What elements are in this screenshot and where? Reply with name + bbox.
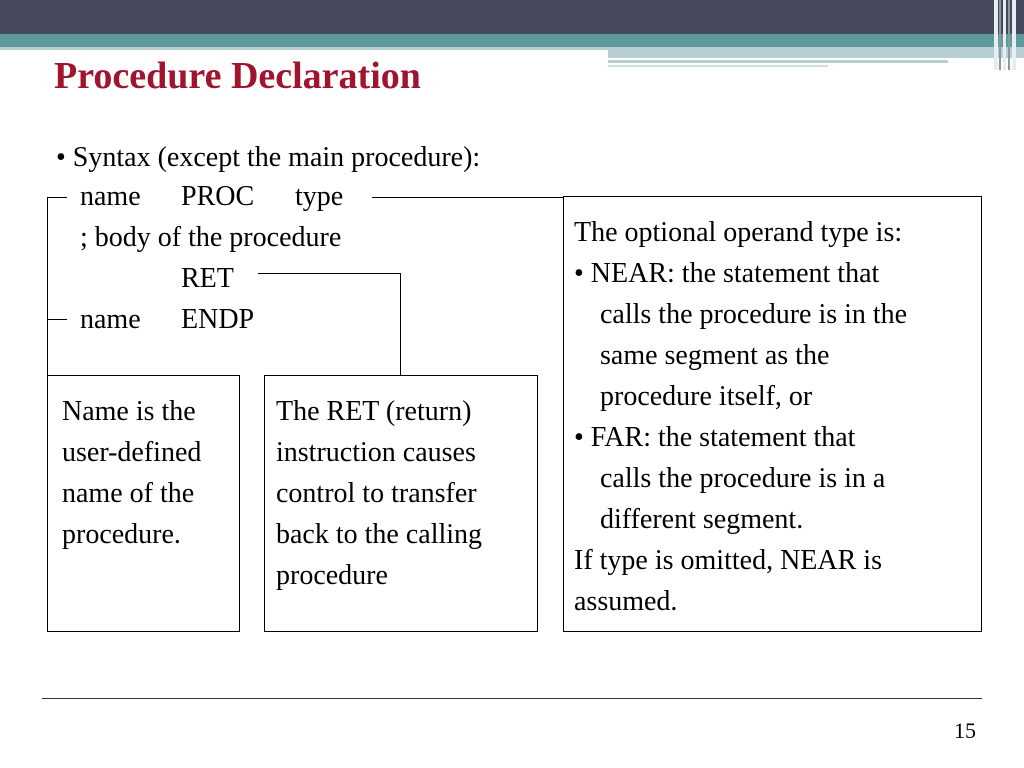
syntax-bullet: • Syntax (except the main procedure): xyxy=(56,142,481,173)
connector-line xyxy=(372,197,564,198)
header-bar-light xyxy=(608,60,948,63)
name-box-line: name of the xyxy=(62,478,195,509)
header-bar-light xyxy=(608,65,828,67)
type-box-near: procedure itself, or xyxy=(600,381,813,412)
code-body-comment: ; body of the procedure xyxy=(80,222,342,253)
connector-line xyxy=(47,197,67,198)
ret-box-line: The RET (return) xyxy=(276,396,472,427)
ret-box-line: instruction causes xyxy=(276,437,476,468)
ret-box-line: procedure xyxy=(276,560,388,591)
type-box-far: different segment. xyxy=(600,504,804,535)
type-box-default: If type is omitted, NEAR is xyxy=(574,545,882,576)
header-stripe xyxy=(1008,0,1010,70)
header-stripe xyxy=(994,0,998,70)
name-explanation-box xyxy=(47,375,240,632)
code-name: name xyxy=(80,181,141,212)
header-bar-light xyxy=(0,47,608,50)
type-box-near: calls the procedure is in the xyxy=(600,299,908,330)
name-box-line: procedure. xyxy=(62,519,181,550)
footer-divider xyxy=(42,698,982,699)
type-box-default: assumed. xyxy=(574,586,678,617)
header-stripe xyxy=(999,0,1001,70)
slide-title: Procedure Declaration xyxy=(54,55,421,97)
code-name-end: name xyxy=(80,304,141,335)
ret-explanation-box xyxy=(264,375,538,632)
ret-box-line: back to the calling xyxy=(276,519,483,550)
type-box-line: The optional operand type is: xyxy=(574,217,903,248)
header-bar-light xyxy=(608,47,1024,58)
type-box-near: same segment as the xyxy=(600,340,830,371)
header-bar-teal xyxy=(0,34,1024,47)
type-box-far: calls the procedure is in a xyxy=(600,463,886,494)
type-box-near: • NEAR: the statement that xyxy=(574,258,880,289)
connector-line xyxy=(400,273,401,375)
code-proc: PROC xyxy=(181,181,255,212)
header-bar-dark xyxy=(0,0,1024,34)
name-box-line: user-defined xyxy=(62,437,202,468)
connector-line xyxy=(47,197,48,375)
code-type: type xyxy=(295,181,344,212)
ret-box-line: control to transfer xyxy=(276,478,477,509)
type-explanation-box xyxy=(563,196,982,632)
type-box-far: • FAR: the statement that xyxy=(574,422,856,453)
page-number: 15 xyxy=(954,718,976,743)
connector-line xyxy=(47,319,67,320)
header-stripe xyxy=(1003,0,1006,70)
code-endp: ENDP xyxy=(181,304,255,335)
connector-line xyxy=(258,273,401,274)
code-ret: RET xyxy=(181,263,234,294)
name-box-line: Name is the xyxy=(62,396,196,427)
header-stripe xyxy=(1012,0,1016,70)
